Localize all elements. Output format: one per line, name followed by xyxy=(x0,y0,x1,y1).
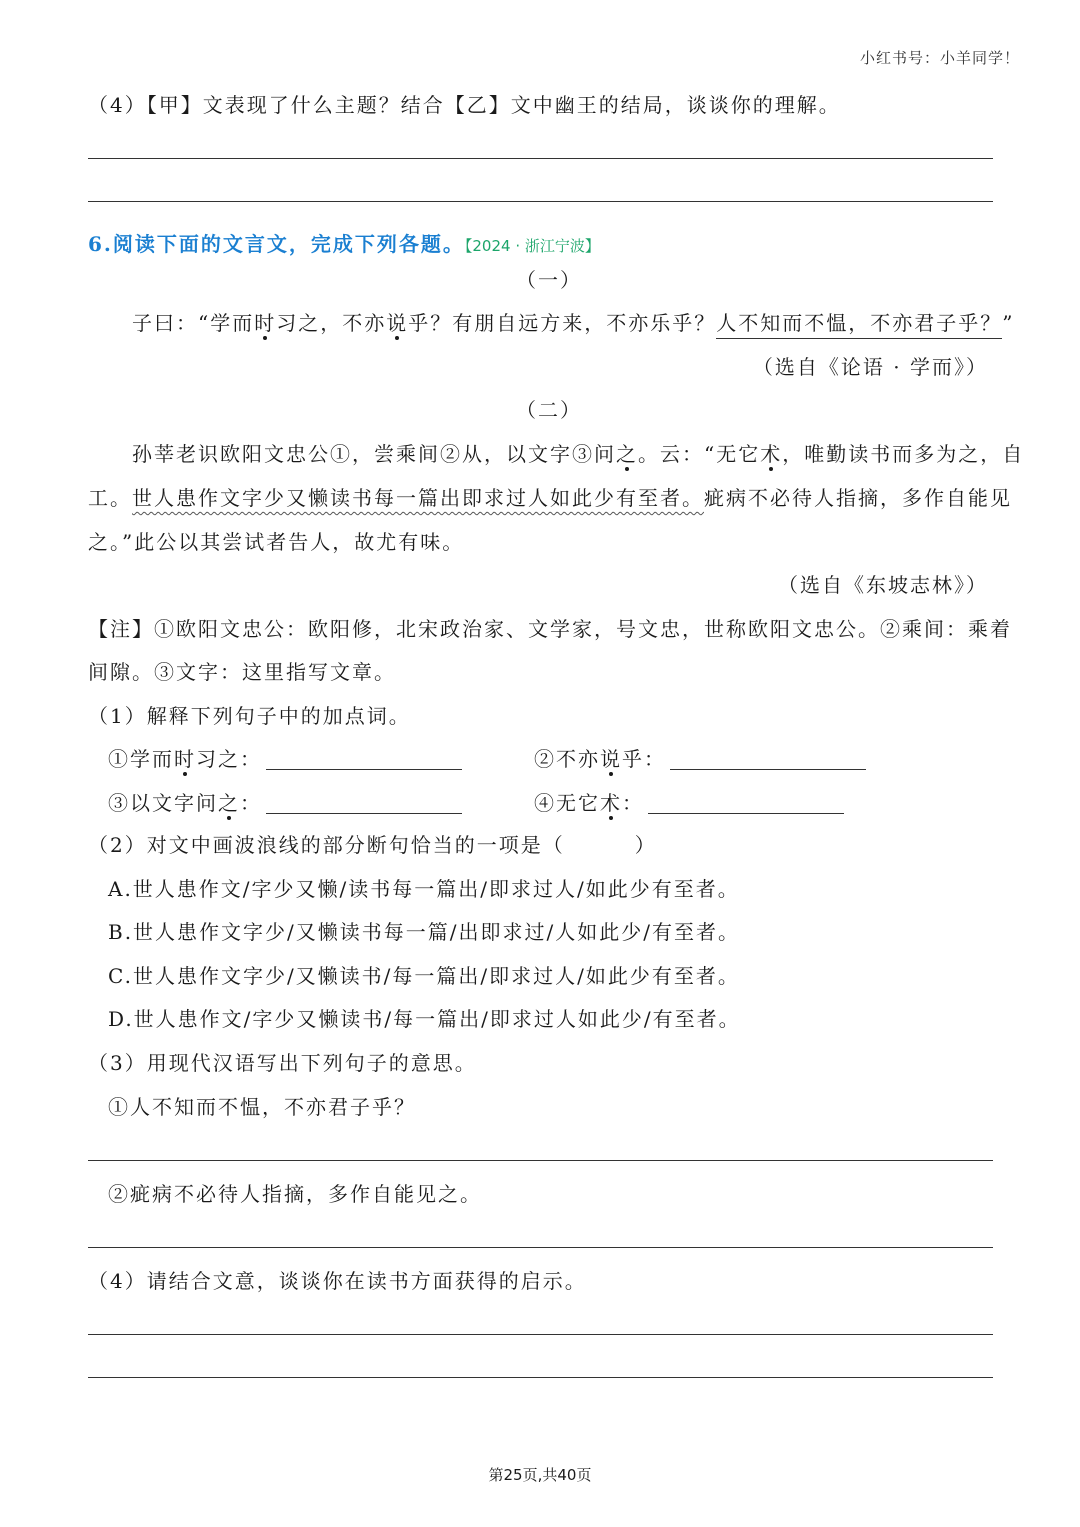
passage-one-heading: （一） xyxy=(516,268,582,292)
dotted-word: 说 xyxy=(600,747,622,771)
answer-line xyxy=(88,1160,993,1161)
text-run: 习之： xyxy=(196,747,262,771)
question-title-text: 6.阅读下面的文言文，完成下列各题。 xyxy=(88,232,465,256)
answer-line xyxy=(88,1377,993,1378)
subquestion-1-item-3 xyxy=(108,793,462,814)
text-run: ①学而 xyxy=(108,747,174,771)
text-run: ： xyxy=(240,791,262,815)
passage-two-line-3: 之。”此公以其尝试者告人，故尤有味。 xyxy=(88,530,465,554)
answer-blank[interactable] xyxy=(670,751,866,770)
text-run: （2）对文中画波浪线的部分断句恰当的一项是（ xyxy=(88,833,565,857)
subquestion-1-item-2 xyxy=(534,749,866,770)
annotation-line-1: 【注】①欧阳文忠公：欧阳修，北宋政治家、文学家，号文忠，世称欧阳文忠公。②乘间：乘着 xyxy=(88,617,1012,641)
text-run: ④无它 xyxy=(534,791,600,815)
passage-one-source: （选自《论语 · 学而》） xyxy=(752,355,988,379)
text-run: ③以文字问 xyxy=(108,791,218,815)
dotted-word: 之 xyxy=(616,442,638,466)
text-run: ②不亦 xyxy=(534,747,600,771)
text-run: 乎： xyxy=(622,747,666,771)
subquestion-1-stem: （1）解释下列句子中的加点词。 xyxy=(88,704,411,728)
text-run: ，唯勤读书而多为之，自 xyxy=(782,442,1025,466)
text-run: 疵病不必待人指摘，多作自能见 xyxy=(704,486,1012,510)
dotted-word: 说 xyxy=(386,311,409,335)
option-d: D.世人患作文/字少又懒读书/每一篇出/即求过人如此少/有至者。 xyxy=(108,1007,741,1031)
answer-blank[interactable] xyxy=(648,795,844,814)
subquestion-3-sentence-2: ②疵病不必待人指摘，多作自能见之。 xyxy=(108,1182,482,1206)
page-number: 第25页,共40页 xyxy=(488,1466,592,1484)
answer-line xyxy=(88,1334,993,1335)
passage-two-heading: （二） xyxy=(516,398,582,422)
text-run: 乎？有朋自远方来，不亦乐乎？ xyxy=(408,311,717,335)
answer-line xyxy=(88,158,993,159)
answer-line xyxy=(88,1247,993,1248)
text-run: 。云：“无它 xyxy=(638,442,761,466)
answer-line xyxy=(88,201,993,202)
prev-question-4: （4）【甲】文表现了什么主题？结合【乙】文中幽王的结局，谈谈你的理解。 xyxy=(88,93,841,117)
wavy-underlined-sentence: 世人患作文字少又懒读书每一篇出即求过人如此少有至者。 xyxy=(132,486,704,510)
text-run: 工。 xyxy=(88,486,132,510)
account-note: 小红书号：小羊同学！ xyxy=(859,49,1020,67)
subquestion-1-item-4 xyxy=(534,793,844,814)
underlined-sentence: 人不知而不愠，不亦君子乎？ xyxy=(716,311,1002,339)
passage-two-line-1 xyxy=(132,444,1024,464)
dotted-word: 时 xyxy=(174,747,196,771)
text-run: 孙莘老识欧阳文忠公①，尝乘间②从，以文字③问 xyxy=(132,442,616,466)
subquestion-1-item-1 xyxy=(108,749,462,770)
answer-blank[interactable] xyxy=(266,795,462,814)
passage-two-source: （选自《东坡志林》） xyxy=(778,573,988,597)
text-run: 习之，不亦 xyxy=(276,311,387,335)
annotation-line-2: 间隙。③文字：这里指写文章。 xyxy=(88,660,396,684)
subquestion-4-stem: （4）请结合文意，谈谈你在读书方面获得的启示。 xyxy=(88,1269,587,1293)
question-source-tag: 【2024 · 浙江宁波】 xyxy=(464,237,600,255)
option-c: C.世人患作文字少/又懒读书/每一篇出/即求过人/如此少有至者。 xyxy=(108,964,740,988)
option-a: A.世人患作文/字少又懒/读书每一篇出/即求过人/如此少有至者。 xyxy=(108,877,740,901)
text-run: ） xyxy=(634,833,657,857)
dotted-word: 术 xyxy=(600,791,622,815)
dotted-word: 术 xyxy=(760,442,783,466)
text-run: ” xyxy=(1002,311,1015,335)
dotted-word: 之 xyxy=(218,791,240,815)
subquestion-3-sentence-1: ①人不知而不愠，不亦君子乎？ xyxy=(108,1095,416,1119)
text-run: 子曰：“学而 xyxy=(132,311,255,335)
passage-one-text xyxy=(132,313,1014,333)
dotted-word: 时 xyxy=(254,311,277,335)
text-run: ： xyxy=(622,791,644,815)
answer-blank[interactable] xyxy=(266,751,462,770)
subquestion-2-stem xyxy=(88,835,657,855)
subquestion-3-stem: （3）用现代汉语写出下列句子的意思。 xyxy=(88,1051,477,1075)
option-b: B.世人患作文字少/又懒读书每一篇/出即求过/人如此少/有至者。 xyxy=(108,920,741,944)
question-6-title xyxy=(88,228,600,257)
passage-two-line-2 xyxy=(88,488,1012,508)
